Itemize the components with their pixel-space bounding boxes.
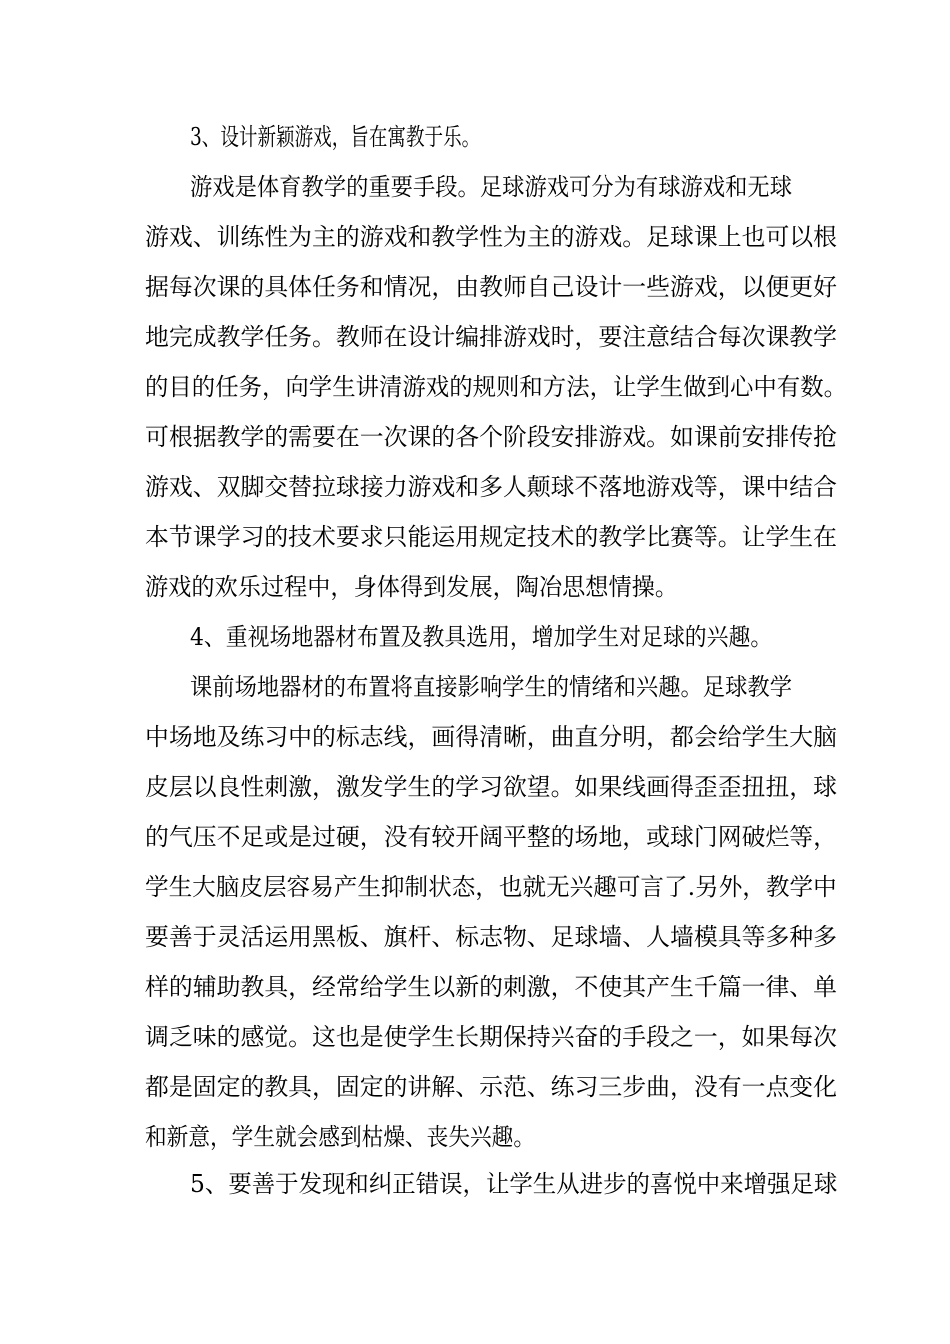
paragraph-line: 游戏是体育教学的重要手段。足球游戏可分为有球游戏和无球 [190,173,792,201]
section-heading-5: 5、要善于发现和纠正错误，让学生从进步的喜悦中来增强足球 [190,1170,838,1198]
paragraph-line: 都是固定的教具，固定的讲解、示范、练习三步曲，没有一点变化 [145,1073,838,1101]
paragraph-line: 可根据教学的需要在一次课的各个阶段安排游戏。如课前安排传抢 [145,423,838,451]
paragraph-line: 游戏、双脚交替拉球接力游戏和多人颠球不落地游戏等，课中结合 [145,473,838,501]
paragraph-line: 学生大脑皮层容易产生抑制状态，也就无兴趣可言了.另外，教学中 [145,873,837,901]
paragraph-line: 本节课学习的技术要求只能运用规定技术的教学比赛等。让学生在 [145,523,838,551]
paragraph-line: 皮层以良性刺激，激发学生的学习欲望。如果线画得歪歪扭扭，球 [145,773,838,801]
paragraph-line: 据每次课的具体任务和情况，由教师自己设计一些游戏，以便更好 [145,273,838,301]
paragraph-line: 游戏、训练性为主的游戏和教学性为主的游戏。足球课上也可以根 [145,223,838,251]
paragraph-line: 的气压不足或是过硬，没有较开阔平整的场地，或球门网破烂等， [145,823,838,851]
paragraph-line: 的目的任务，向学生讲清游戏的规则和方法，让学生做到心中有数。 [145,373,847,401]
paragraph-line: 样的辅助教具，经常给学生以新的刺激，不使其产生千篇一律、单 [145,973,838,1001]
paragraph-line: 和新意，学生就会感到枯燥、丧失兴趣。 [145,1123,536,1151]
paragraph-line: 要善于灵活运用黑板、旗杆、标志物、足球墙、人墙模具等多种多 [145,923,838,951]
paragraph-line: 课前场地器材的布置将直接影响学生的情绪和兴趣。足球教学 [190,673,792,701]
paragraph-line: 中场地及练习中的标志线，画得清晰，曲直分明，都会给学生大脑 [145,723,838,751]
paragraph-line: 地完成教学任务。教师在设计编排游戏时，要注意结合每次课教学 [145,323,838,351]
section-heading-3: 3、设计新颖游戏，旨在寓教于乐。 [190,123,481,151]
paragraph-line: 游戏的欢乐过程中，身体得到发展，陶冶思想情操。 [145,573,679,601]
section-heading-4: 4、重视场地器材布置及教具选用，增加学生对足球的兴趣。 [190,623,773,651]
paragraph-line: 调乏味的感觉。这也是使学生长期保持兴奋的手段之一，如果每次 [145,1023,838,1051]
